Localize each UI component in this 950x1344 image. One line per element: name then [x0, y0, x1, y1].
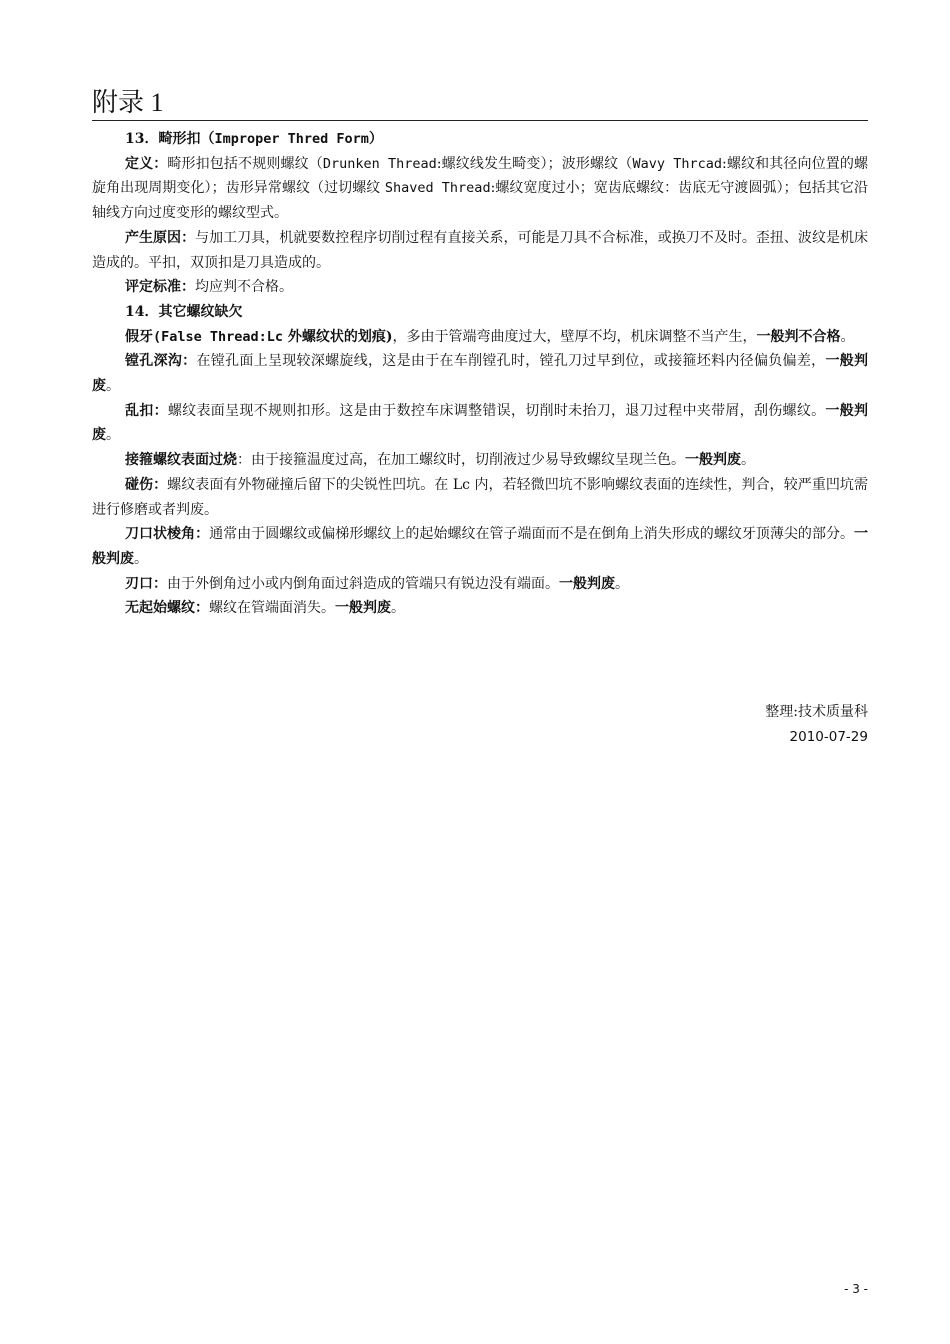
definition-text-2: :螺纹线发生畸变）；波形螺纹（: [436, 155, 633, 172]
dent-label: 碰伤：: [125, 476, 168, 493]
section-13-cause: [92, 226, 868, 275]
section-14-heading-text: 14．其它螺纹缺欠: [125, 303, 243, 320]
messy-thread-text: 螺纹表面呈现不规则扣形。这是由于数控车床调整错误，切削时未抬刀，退刀过程中夹带屑，刮伤螺纹。: [167, 402, 826, 419]
dent-item: [92, 473, 868, 522]
messy-thread-verdict: 一般判废: [92, 402, 869, 444]
knife-edge-item: [92, 522, 868, 571]
definition-en-2: Wavy Thrcad: [632, 155, 722, 172]
bore-groove-verdict: 一般判废: [92, 353, 869, 395]
appendix-title: 附录 1: [92, 88, 164, 117]
false-thread-label-en: (False Thread:Lc: [153, 328, 284, 345]
evaluation-text: 均应判不合格。: [195, 279, 293, 296]
false-thread-item: [92, 325, 868, 350]
knife-edge-text: 通常由于圆螺纹或偏梯形螺纹上的起始螺纹在管子端面而不是在倒角上消失形成的螺纹牙顶薄尖的部分。: [209, 526, 855, 543]
false-thread-verdict: 一般判不合格: [756, 328, 841, 345]
blade-edge-end: 。: [615, 575, 629, 592]
bore-groove-item: [92, 349, 868, 398]
blade-edge-verdict: 一般判废: [559, 575, 615, 592]
section-13-heading-en: Improper Thred Form: [214, 131, 369, 147]
false-thread-label-2: 外螺纹状的划痕): [283, 328, 393, 345]
section-13-heading-close: ）: [368, 131, 383, 147]
page-header: [92, 88, 868, 121]
section-14-heading: [92, 300, 868, 325]
overburn-label: 接箍螺纹表面过烧: [125, 452, 237, 469]
section-13-evaluation: [92, 275, 868, 300]
messy-thread-label: 乱扣：: [125, 402, 168, 419]
definition-text-1: 畸形扣包括不规则螺纹（: [167, 155, 323, 172]
false-thread-text: ，多由于管端弯曲度过大，壁厚不均，机床调整不当产生，: [392, 328, 757, 345]
section-13-heading-text: 13．畸形扣（: [125, 131, 215, 147]
knife-edge-label: 刀口状棱角：: [125, 526, 210, 543]
no-start-thread-text: 螺纹在管端面消失。: [209, 600, 335, 617]
cause-text: 与加工刀具，机就要数控程序切削过程有直接关系，可能是刀具不合标准，或换刀不及时。歪扭、波纹是机床造成的。平扣，双顶扣是刀具造成的。: [92, 229, 869, 271]
cause-label: 产生原因：: [125, 229, 196, 246]
overburn-end: 。: [741, 452, 755, 469]
messy-thread-end: 。: [106, 427, 120, 444]
blade-edge-text: 由于外倒角过小或内倒角面过斜造成的管端只有锐边没有端面。: [167, 575, 559, 592]
bore-groove-text: 在镗孔面上呈现较深螺旋线，这是由于在车削镗孔时，镗孔刀过早到位，或接箍坯料内径偏负偏差，: [196, 353, 826, 370]
page-number: - 3 -: [844, 1282, 868, 1296]
definition-en-1: Drunken Thread: [322, 155, 437, 172]
definition-text-4: :螺纹宽度过小；宽齿底螺纹：齿底无守渡圆弧）；包括其它沿轴线方向过度变形的螺纹型式。: [92, 180, 868, 222]
overburn-text: ：由于接箍温度过高，在加工螺纹时，切削液过少易导致螺纹呈现兰色。: [237, 452, 685, 469]
no-start-thread-verdict: 一般判废: [335, 600, 391, 617]
messy-thread-item: [92, 399, 868, 448]
knife-edge-verdict: 一般判废: [92, 526, 869, 567]
no-start-thread-end: 。: [391, 600, 405, 617]
definition-label: 定义：: [125, 155, 168, 172]
dent-text: 螺纹表面有外物碰撞后留下的尖锐性凹坑。在 Lc 内，若轻微凹坑不影响螺纹表面的连续性，判合，较严重凹坑需进行修磨或者判废。: [92, 476, 868, 518]
document-body: [92, 127, 868, 621]
section-13-definition: [92, 152, 868, 226]
definition-text-3: :螺纹和其径向位置的螺旋角出现周期变化）；齿形异常螺纹（过切螺纹: [92, 155, 869, 197]
section-13-heading: [92, 127, 868, 152]
definition-en-3: Shaved Thread: [384, 180, 491, 197]
blade-edge-label: 刃口：: [125, 575, 167, 592]
no-start-thread-label: 无起始螺纹：: [125, 600, 209, 617]
overburn-item: [92, 448, 868, 473]
signature-date: 2010-07-29: [789, 729, 868, 745]
blade-edge-item: [92, 572, 868, 597]
knife-edge-end: 。: [134, 550, 148, 567]
false-thread-end: 。: [840, 328, 855, 345]
overburn-verdict: 一般判废: [685, 452, 741, 469]
bore-groove-label: 镗孔深沟：: [125, 353, 197, 370]
no-start-thread-item: [92, 596, 868, 621]
false-thread-label: 假牙: [125, 328, 153, 345]
signature-organization: 整理:技术质量科: [765, 704, 868, 720]
bore-groove-end: 。: [106, 378, 120, 395]
evaluation-label: 评定标准：: [125, 279, 195, 296]
